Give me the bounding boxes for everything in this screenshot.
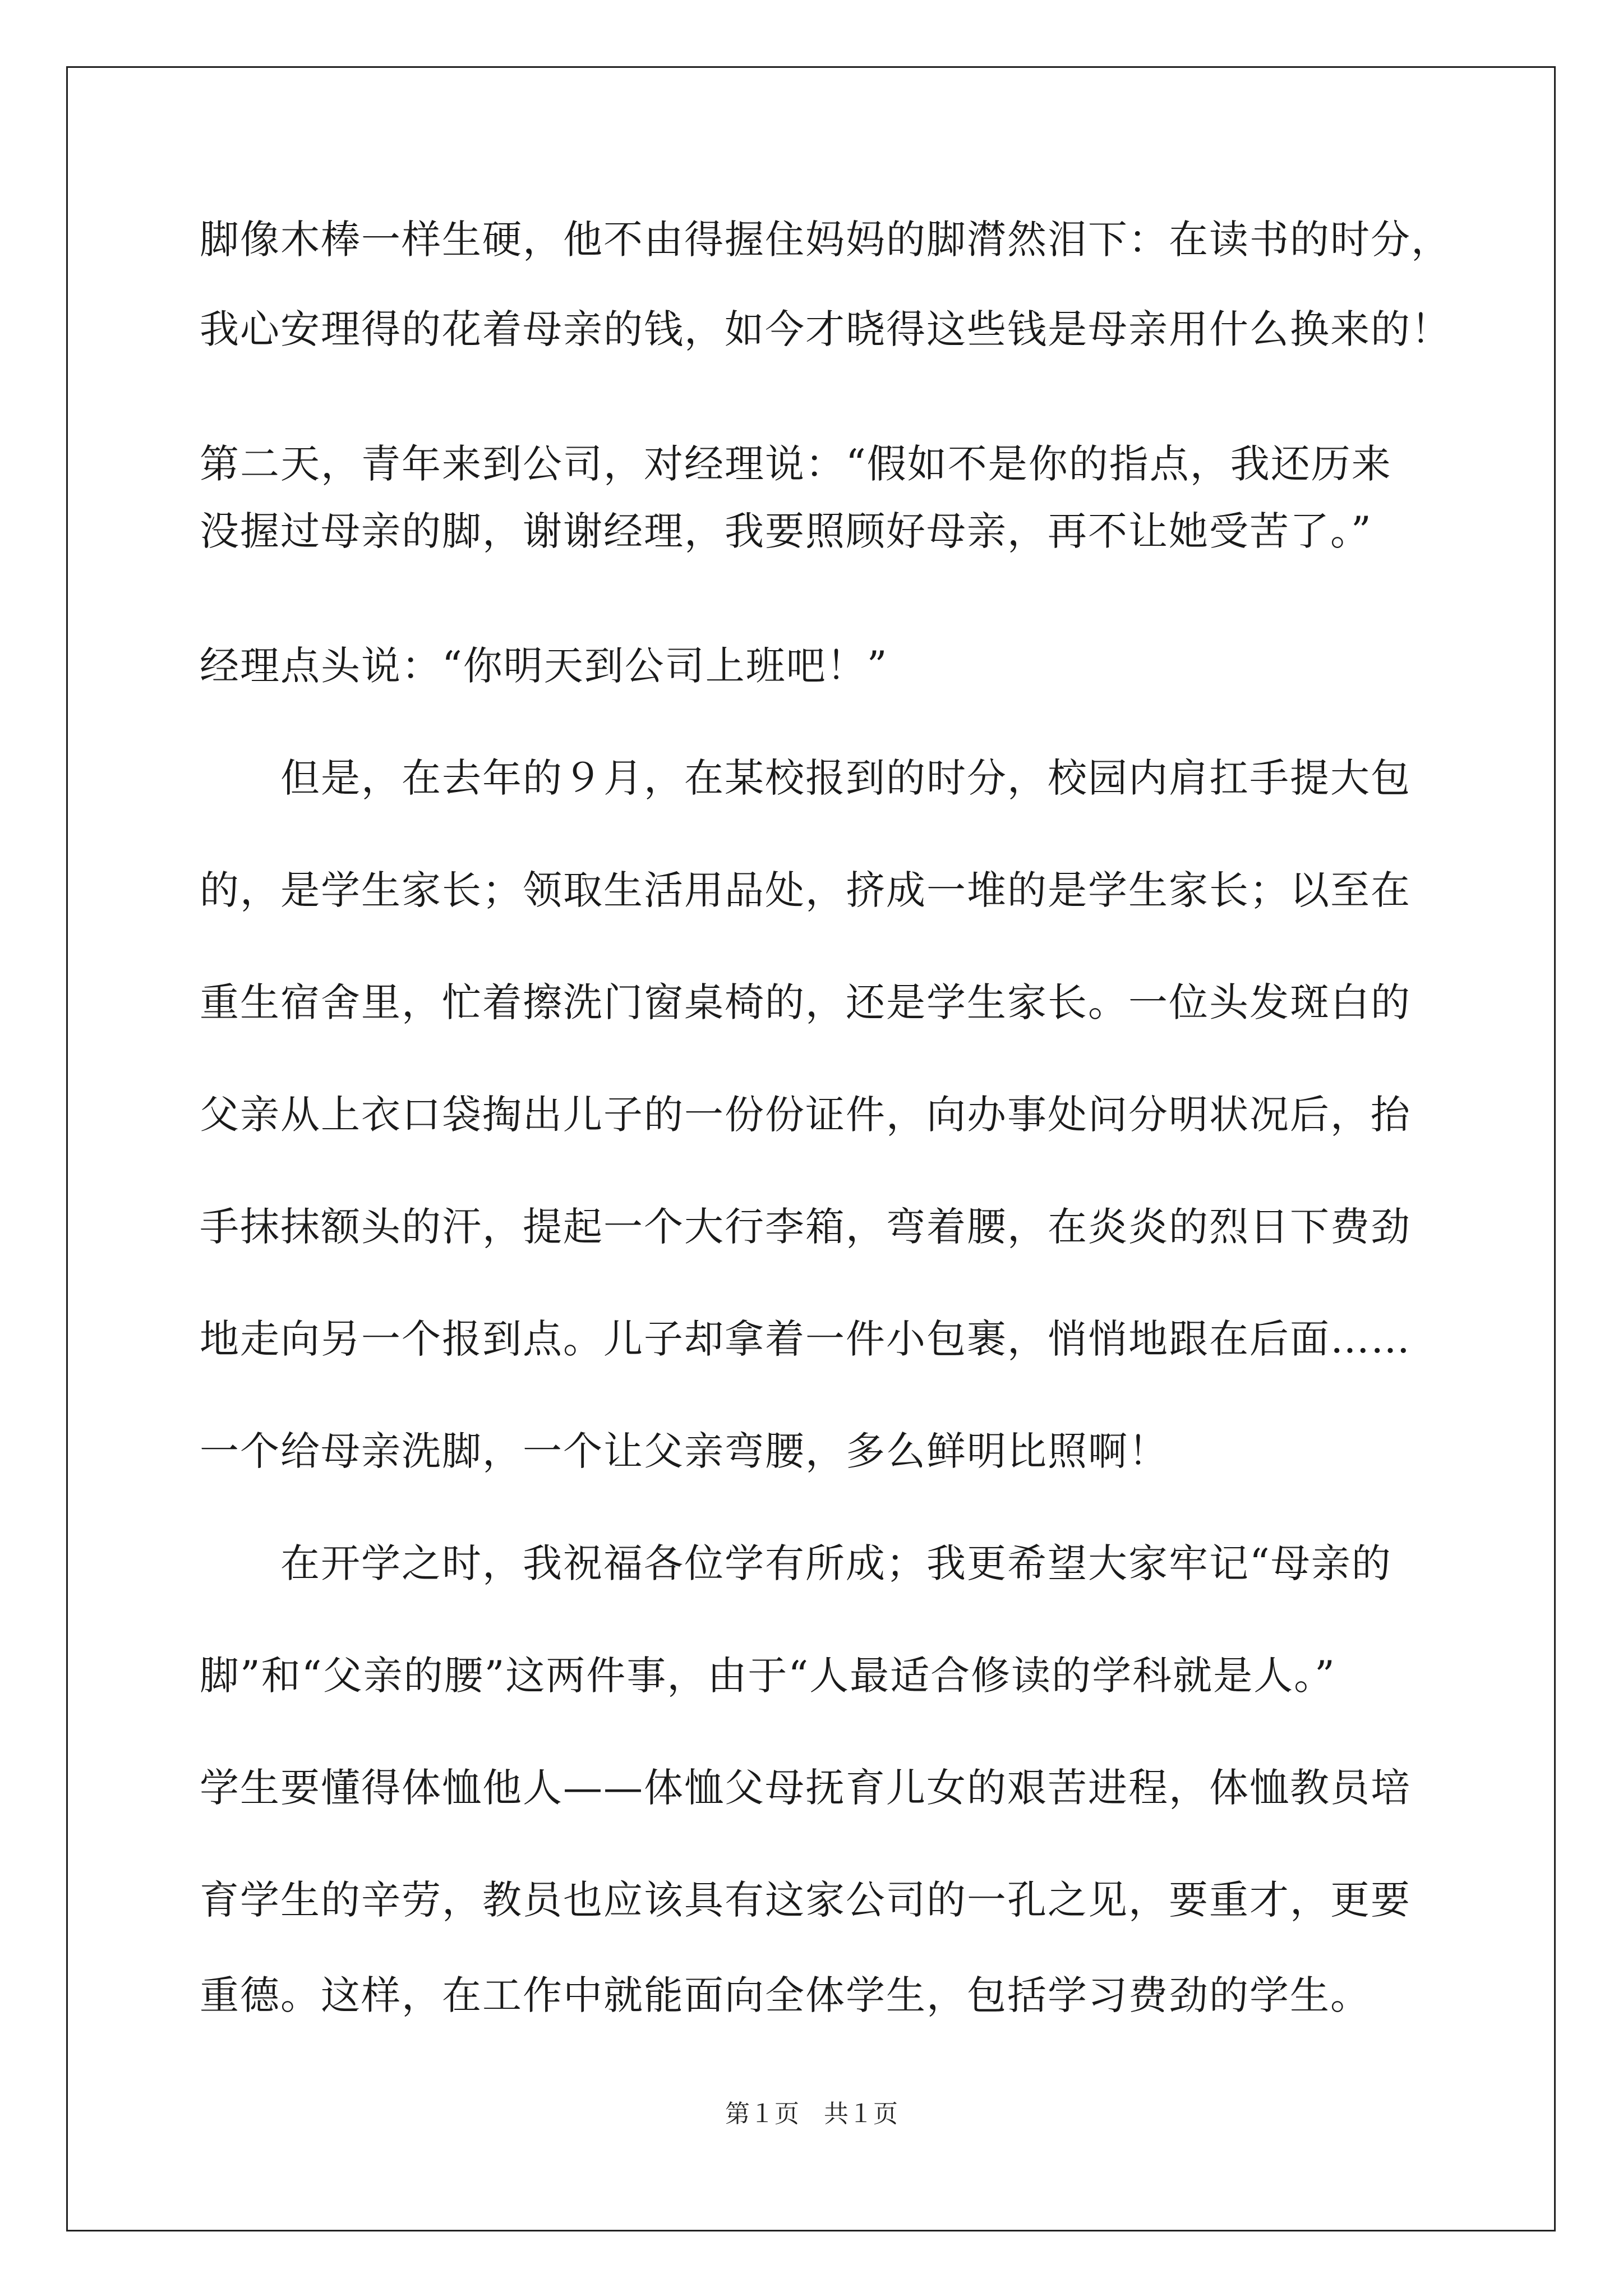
text-line: 我心安理得的花着母亲的钱，如今才晓得这些钱是母亲用什么换来的！ <box>200 306 1451 352</box>
text-line: 脚像木棒一样生硬，他不由得握住妈妈的脚潸然泪下：在读书的时分， <box>200 217 1451 263</box>
text-line: 学生要懂得体恤他人——体恤父母抚育儿女的艰苦进程，体恤教员培 <box>200 1765 1411 1811</box>
text-line: 第二天，青年来到公司，对经理说：“假如不是你的指点，我还历来 <box>200 441 1392 487</box>
text-line: 地走向另一个报到点。儿子却拿着一件小包裹，悄悄地跟在后面…… <box>200 1316 1411 1362</box>
text-line: 一个给母亲洗脚，一个让父亲弯腰，多么鲜明比照啊！ <box>200 1428 1169 1474</box>
text-line: 重生宿舍里，忙着擦洗门窗桌椅的，还是学生家长。一位头发斑白的 <box>200 979 1411 1025</box>
text-line: 重德。这样，在工作中就能面向全体学生，包括学习费劲的学生。 <box>200 1972 1371 2018</box>
paragraph-start-line: 在开学之时，我祝福各位学有所成；我更希望大家牢记“母亲的 <box>280 1540 1392 1586</box>
text-line: 没握过母亲的脚，谢谢经理，我要照顾好母亲，再不让她受苦了。” <box>200 508 1372 554</box>
paragraph-start-line: 但是，在去年的９月，在某校报到的时分，校园内肩扛手提大包 <box>280 755 1411 801</box>
text-line: 育学生的辛劳，教员也应该具有这家公司的一孔之见，要重才，更要 <box>200 1877 1411 1923</box>
text-line: 脚”和“父亲的腰”这两件事，由于“人最适合修读的学科就是人。” <box>200 1653 1336 1699</box>
text-line: 父亲从上衣口袋掏出儿子的一份份证件，向办事处问分明状况后，抬 <box>200 1092 1411 1138</box>
text-line: 经理点头说：“你明天到公司上班吧！” <box>200 643 888 689</box>
text-line: 的，是学生家长；领取生活用品处，挤成一堆的是学生家长；以至在 <box>200 867 1411 913</box>
text-line: 手抹抹额头的汗，提起一个大行李箱，弯着腰，在炎炎的烈日下费劲 <box>200 1204 1411 1250</box>
page-number-footer: 第１页 共１页 <box>725 2100 898 2128</box>
